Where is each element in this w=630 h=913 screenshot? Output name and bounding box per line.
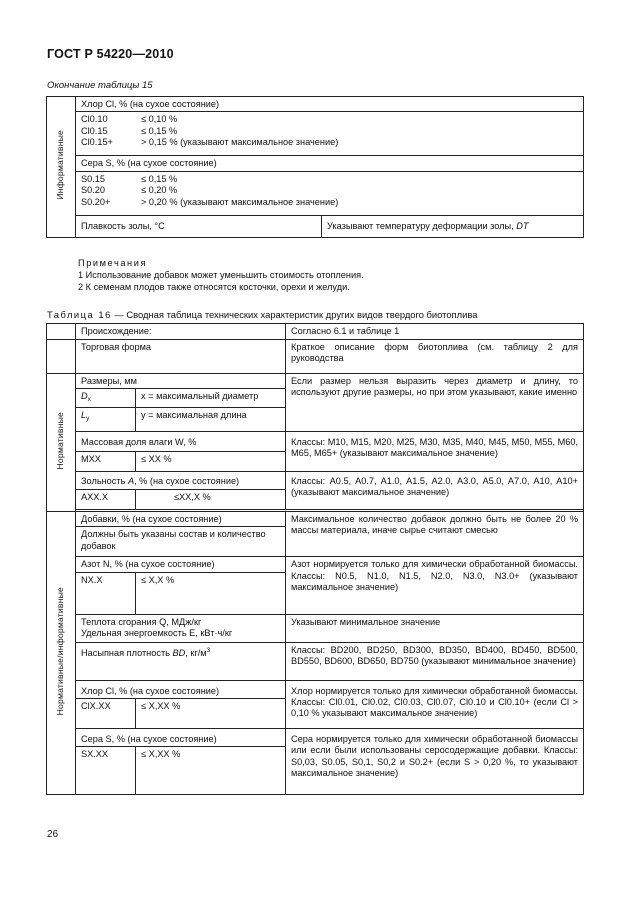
- notes-heading: Примечания: [78, 258, 148, 268]
- note-2: 2 К семенам плодов также относятся косточки, орехи и желуди.: [78, 282, 350, 292]
- bulk-density-label: Насыпная плотность BD, $кг/м^3$: [76, 642, 286, 680]
- note-1: 1 Использование добавок может уменьшить стоимость отопления.: [78, 270, 364, 280]
- trade-form-label: Торговая форма: [76, 340, 286, 374]
- moisture-value: ≤ XX %: [136, 451, 286, 471]
- chlorine-classes: Cl0.10 Cl0.15 Cl0.15+ ≤ 0,10 % ≤ 0,15 % > 0,15 % (указывают максимальное значение): [76, 112, 584, 156]
- size-d-definition: x = максимальный диаметр: [136, 389, 286, 407]
- heat-value-note: Указывают минимальное значение: [286, 614, 584, 642]
- chlorine-header: Хлор Cl, % (на сухое состояние): [76, 97, 584, 112]
- ash-melt-value: Указывают температуру деформации золы, DT: [322, 215, 584, 237]
- group-label-normative: Нормативные: [47, 374, 76, 512]
- sulfur-classes: S0.15 S0.20 S0.20+ ≤ 0,15 % ≤ 0,20 % > 0,20 % (указывают максимальное значение): [76, 171, 584, 215]
- nitrogen-code: NX.X: [76, 572, 136, 614]
- ash-classes: Классы: A0.5, A0.7, A1.0, A1.5, A2.0, A3.0, A5.0, A7.0, A10, A10+ (указывают максимальное значение): [286, 471, 584, 509]
- moisture-header: Массовая доля влаги W, %: [76, 431, 286, 451]
- group-label-normative-informative: Нормативные/информативные: [47, 511, 76, 795]
- chlorine-value-16: ≤ X,XX %: [136, 699, 286, 729]
- sulfur-code-16: SX.XX: [76, 747, 136, 795]
- table-continuation-label: Окончание таблицы 15: [47, 80, 153, 91]
- ash-melt-label: Плавкость золы, °C: [76, 215, 322, 237]
- origin-label: Происхождение:: [76, 324, 286, 340]
- trade-form-value: Краткое описание форм биотоплива (см. таблицу 2 для руководства: [286, 340, 584, 374]
- notes: [78, 257, 364, 293]
- additives-sub: Должны быть указаны состав и количество добавок: [76, 527, 286, 557]
- sulfur-header: Сера S, % (на сухое состояние): [76, 156, 584, 171]
- table-16-caption: Таблица 16 — Сводная таблица технических характеристик других видов твердого биотоплива: [47, 309, 478, 320]
- document-title: ГОСТ Р 54220—2010: [47, 47, 174, 61]
- size-l-definition: y = максимальная длина: [136, 407, 286, 431]
- additives-note: Максимальное количество добавок должно быть не более 20 % массы материала, иначе сырье считают смесью: [286, 511, 584, 556]
- chlorine-code-16: ClX.XX: [76, 699, 136, 729]
- sulfur-header-16: Сера S, % (на сухое состояние): [76, 729, 286, 747]
- moisture-classes: Классы: M10, M15, M20, M25, M30, M35, M40, M45, M50, M55, M60, M65, M65+ (указывают максимальное значение): [286, 431, 584, 471]
- size-header: Размеры, мм: [76, 374, 286, 389]
- size-l-code: $L_y$: [76, 407, 136, 431]
- ash-value: ≤XX,X %: [136, 489, 286, 509]
- nitrogen-value: ≤ X,X %: [136, 572, 286, 614]
- chlorine-note-16: Хлор нормируется только для химически обработанной биомассы. Классы: Cl0.01, Cl0.02, Cl0.03, Cl0.07, Cl0.10 и Cl0.10+ (если Cl > 0,10 % указывают максимальное значение): [286, 680, 584, 728]
- bulk-density-classes: Классы: BD200, BD250, BD300, BD350, BD400, BD450, BD500, BD550, BD600, BD650, BD750 (указывают минимальное значение): [286, 642, 584, 680]
- additives-header: Добавки, % (на сухое состояние): [76, 511, 286, 526]
- sulfur-value-16: ≤ X,XX %: [136, 747, 286, 795]
- moisture-code: MXX: [76, 451, 136, 471]
- page-number: 26: [47, 829, 59, 840]
- heat-value-label: Теплота сгорания Q, МДж/кг Удельная энергоемкость E, кВт·ч/кг: [76, 614, 286, 642]
- group-label-informative: Информативные: [47, 97, 76, 238]
- size-d-code: $D_x$: [76, 389, 136, 407]
- size-note: Если размер нельзя выразить через диаметр и длину, то используют другие размеры, но при этом указывают, какие именно: [286, 374, 584, 432]
- table-16: [46, 323, 584, 795]
- nitrogen-note: Азот нормируется только для химически обработанной биомассы. Классы: N0.5, N1.0, N1.5, N2.0, N3.0, N3.0+ (указывают максимальное значение): [286, 557, 584, 614]
- ash-header: Зольность A, % (на сухое состояние): [76, 471, 286, 489]
- table-15: [46, 96, 584, 238]
- origin-value: Согласно 6.1 и таблице 1: [286, 324, 584, 340]
- sulfur-note-16: Сера нормируется только для химически обработанной биомассы или если были использованы серосодержащие добавки. Классы: S0,03, S0.05, S0,1, S0,2 и S0.2+ (если S > 0,20 %, то указывают максимальное значение): [286, 729, 584, 795]
- nitrogen-header: Азот N, % (на сухое состояние): [76, 557, 286, 572]
- ash-code: AXX.X: [76, 489, 136, 509]
- chlorine-header-16: Хлор Cl, % (на сухое состояние): [76, 680, 286, 698]
